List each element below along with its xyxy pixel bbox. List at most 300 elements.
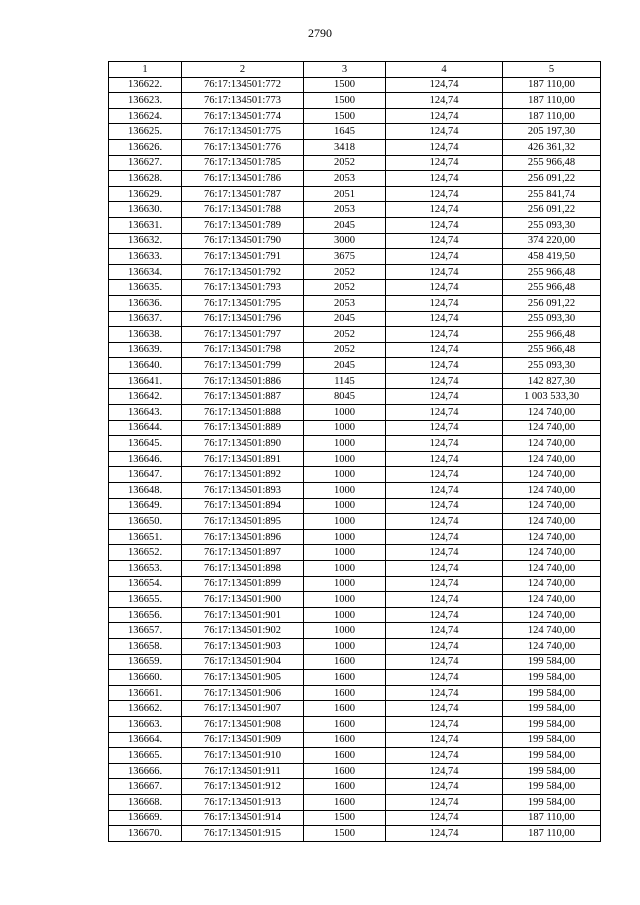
area-cell: 1000 <box>304 638 386 654</box>
value-cell: 187 110,00 <box>503 108 601 124</box>
row-number-cell: 136643. <box>109 405 182 421</box>
rate-cell: 124,74 <box>386 420 503 436</box>
area-cell: 1000 <box>304 451 386 467</box>
row-number-cell: 136653. <box>109 561 182 577</box>
value-cell: 187 110,00 <box>503 93 601 109</box>
cadastral-number-cell: 76:17:134501:789 <box>182 217 304 233</box>
rate-cell: 124,74 <box>386 638 503 654</box>
table-row <box>109 763 601 779</box>
column-header-2: 2 <box>182 62 304 78</box>
cadastral-number-cell: 76:17:134501:795 <box>182 295 304 311</box>
rate-cell: 124,74 <box>386 748 503 764</box>
rate-cell: 124,74 <box>386 592 503 608</box>
table-row <box>109 794 601 810</box>
value-cell: 255 966,48 <box>503 280 601 296</box>
table-row <box>109 249 601 265</box>
value-cell: 458 419,50 <box>503 249 601 265</box>
cadastral-number-cell: 76:17:134501:785 <box>182 155 304 171</box>
table-row <box>109 670 601 686</box>
area-cell: 1645 <box>304 124 386 140</box>
table-row <box>109 124 601 140</box>
table-row <box>109 420 601 436</box>
table-row <box>109 561 601 577</box>
rate-cell: 124,74 <box>386 93 503 109</box>
cadastral-number-cell: 76:17:134501:787 <box>182 186 304 202</box>
rate-cell: 124,74 <box>386 514 503 530</box>
value-cell: 124 740,00 <box>503 561 601 577</box>
table-row <box>109 607 601 623</box>
area-cell: 1000 <box>304 607 386 623</box>
value-cell: 199 584,00 <box>503 732 601 748</box>
rate-cell: 124,74 <box>386 576 503 592</box>
rate-cell: 124,74 <box>386 670 503 686</box>
table-row <box>109 514 601 530</box>
row-number-cell: 136649. <box>109 498 182 514</box>
row-number-cell: 136638. <box>109 327 182 343</box>
row-number-cell: 136654. <box>109 576 182 592</box>
cadastral-number-cell: 76:17:134501:786 <box>182 171 304 187</box>
cadastral-number-cell: 76:17:134501:799 <box>182 358 304 374</box>
rate-cell: 124,74 <box>386 545 503 561</box>
area-cell: 1000 <box>304 592 386 608</box>
value-cell: 124 740,00 <box>503 623 601 639</box>
area-cell: 1600 <box>304 763 386 779</box>
area-cell: 8045 <box>304 389 386 405</box>
cadastral-number-cell: 76:17:134501:773 <box>182 93 304 109</box>
table-row <box>109 311 601 327</box>
cadastral-number-cell: 76:17:134501:911 <box>182 763 304 779</box>
table-row <box>109 373 601 389</box>
area-cell: 2045 <box>304 358 386 374</box>
row-number-cell: 136660. <box>109 670 182 686</box>
cadastral-number-cell: 76:17:134501:774 <box>182 108 304 124</box>
area-cell: 1500 <box>304 810 386 826</box>
row-number-cell: 136625. <box>109 124 182 140</box>
cadastral-number-cell: 76:17:134501:772 <box>182 77 304 93</box>
rate-cell: 124,74 <box>386 171 503 187</box>
area-cell: 2052 <box>304 327 386 343</box>
table-body <box>109 77 601 841</box>
cadastral-number-cell: 76:17:134501:900 <box>182 592 304 608</box>
value-cell: 374 220,00 <box>503 233 601 249</box>
area-cell: 1000 <box>304 545 386 561</box>
area-cell: 1600 <box>304 685 386 701</box>
row-number-cell: 136630. <box>109 202 182 218</box>
cadastral-number-cell: 76:17:134501:901 <box>182 607 304 623</box>
row-number-cell: 136647. <box>109 467 182 483</box>
table-row <box>109 77 601 93</box>
value-cell: 256 091,22 <box>503 171 601 187</box>
value-cell: 124 740,00 <box>503 529 601 545</box>
value-cell: 199 584,00 <box>503 685 601 701</box>
area-cell: 2053 <box>304 295 386 311</box>
rate-cell: 124,74 <box>386 467 503 483</box>
row-number-cell: 136648. <box>109 483 182 499</box>
table-row <box>109 280 601 296</box>
table-row <box>109 638 601 654</box>
row-number-cell: 136627. <box>109 155 182 171</box>
area-cell: 1600 <box>304 670 386 686</box>
cadastral-number-cell: 76:17:134501:895 <box>182 514 304 530</box>
area-cell: 1000 <box>304 514 386 530</box>
value-cell: 256 091,22 <box>503 202 601 218</box>
area-cell: 1500 <box>304 77 386 93</box>
area-cell: 1000 <box>304 436 386 452</box>
area-cell: 1000 <box>304 623 386 639</box>
table-row <box>109 483 601 499</box>
rate-cell: 124,74 <box>386 483 503 499</box>
table-row <box>109 108 601 124</box>
cadastral-number-cell: 76:17:134501:898 <box>182 561 304 577</box>
rate-cell: 124,74 <box>386 794 503 810</box>
table-row <box>109 264 601 280</box>
row-number-cell: 136646. <box>109 451 182 467</box>
area-cell: 2052 <box>304 264 386 280</box>
value-cell: 124 740,00 <box>503 607 601 623</box>
rate-cell: 124,74 <box>386 701 503 717</box>
value-cell: 199 584,00 <box>503 748 601 764</box>
rate-cell: 124,74 <box>386 763 503 779</box>
rate-cell: 124,74 <box>386 779 503 795</box>
value-cell: 255 966,48 <box>503 327 601 343</box>
table-row <box>109 451 601 467</box>
table-row <box>109 171 601 187</box>
page-number: 2790 <box>308 26 332 40</box>
cadastral-number-cell: 76:17:134501:907 <box>182 701 304 717</box>
row-number-cell: 136631. <box>109 217 182 233</box>
value-cell: 124 740,00 <box>503 420 601 436</box>
table-row <box>109 810 601 826</box>
rate-cell: 124,74 <box>386 732 503 748</box>
rate-cell: 124,74 <box>386 654 503 670</box>
cadastral-number-cell: 76:17:134501:894 <box>182 498 304 514</box>
rate-cell: 124,74 <box>386 561 503 577</box>
cadastral-number-cell: 76:17:134501:889 <box>182 420 304 436</box>
cadastral-number-cell: 76:17:134501:910 <box>182 748 304 764</box>
table-row <box>109 217 601 233</box>
value-cell: 199 584,00 <box>503 794 601 810</box>
area-cell: 2052 <box>304 280 386 296</box>
table-row <box>109 529 601 545</box>
value-cell: 199 584,00 <box>503 701 601 717</box>
rate-cell: 124,74 <box>386 280 503 296</box>
value-cell: 124 740,00 <box>503 498 601 514</box>
area-cell: 1145 <box>304 373 386 389</box>
table-row <box>109 654 601 670</box>
value-cell: 255 966,48 <box>503 342 601 358</box>
area-cell: 3418 <box>304 139 386 155</box>
table-row <box>109 716 601 732</box>
cadastral-number-cell: 76:17:134501:792 <box>182 264 304 280</box>
table-row <box>109 327 601 343</box>
area-cell: 1000 <box>304 420 386 436</box>
rate-cell: 124,74 <box>386 716 503 732</box>
value-cell: 255 093,30 <box>503 217 601 233</box>
table-row <box>109 295 601 311</box>
rate-cell: 124,74 <box>386 124 503 140</box>
table-row <box>109 389 601 405</box>
value-cell: 124 740,00 <box>503 467 601 483</box>
rate-cell: 124,74 <box>386 623 503 639</box>
area-cell: 2045 <box>304 311 386 327</box>
rate-cell: 124,74 <box>386 155 503 171</box>
cadastral-number-cell: 76:17:134501:909 <box>182 732 304 748</box>
row-number-cell: 136659. <box>109 654 182 670</box>
rate-cell: 124,74 <box>386 451 503 467</box>
value-cell: 199 584,00 <box>503 670 601 686</box>
value-cell: 124 740,00 <box>503 405 601 421</box>
rate-cell: 124,74 <box>386 264 503 280</box>
table-row <box>109 748 601 764</box>
row-number-cell: 136635. <box>109 280 182 296</box>
value-cell: 187 110,00 <box>503 826 601 842</box>
area-cell: 1600 <box>304 748 386 764</box>
table-row <box>109 436 601 452</box>
cadastral-number-cell: 76:17:134501:915 <box>182 826 304 842</box>
table-row <box>109 623 601 639</box>
row-number-cell: 136624. <box>109 108 182 124</box>
cadastral-number-cell: 76:17:134501:887 <box>182 389 304 405</box>
area-cell: 2053 <box>304 202 386 218</box>
rate-cell: 124,74 <box>386 108 503 124</box>
row-number-cell: 136633. <box>109 249 182 265</box>
table-row <box>109 186 601 202</box>
value-cell: 124 740,00 <box>503 451 601 467</box>
row-number-cell: 136658. <box>109 638 182 654</box>
value-cell: 255 093,30 <box>503 358 601 374</box>
table-row <box>109 342 601 358</box>
value-cell: 255 966,48 <box>503 155 601 171</box>
value-cell: 199 584,00 <box>503 779 601 795</box>
row-number-cell: 136670. <box>109 826 182 842</box>
row-number-cell: 136662. <box>109 701 182 717</box>
area-cell: 1600 <box>304 732 386 748</box>
cadastral-number-cell: 76:17:134501:888 <box>182 405 304 421</box>
table-header-row <box>109 62 601 78</box>
value-cell: 1 003 533,30 <box>503 389 601 405</box>
column-header-3: 3 <box>304 62 386 78</box>
row-number-cell: 136623. <box>109 93 182 109</box>
row-number-cell: 136668. <box>109 794 182 810</box>
row-number-cell: 136639. <box>109 342 182 358</box>
table-row <box>109 576 601 592</box>
cadastral-number-cell: 76:17:134501:905 <box>182 670 304 686</box>
rate-cell: 124,74 <box>386 498 503 514</box>
rate-cell: 124,74 <box>386 389 503 405</box>
value-cell: 199 584,00 <box>503 716 601 732</box>
row-number-cell: 136651. <box>109 529 182 545</box>
cadastral-number-cell: 76:17:134501:886 <box>182 373 304 389</box>
value-cell: 187 110,00 <box>503 77 601 93</box>
area-cell: 1600 <box>304 701 386 717</box>
rate-cell: 124,74 <box>386 685 503 701</box>
area-cell: 2052 <box>304 342 386 358</box>
cadastral-number-cell: 76:17:134501:893 <box>182 483 304 499</box>
cadastral-number-cell: 76:17:134501:912 <box>182 779 304 795</box>
area-cell: 2053 <box>304 171 386 187</box>
cadastral-number-cell: 76:17:134501:903 <box>182 638 304 654</box>
row-number-cell: 136664. <box>109 732 182 748</box>
row-number-cell: 136632. <box>109 233 182 249</box>
rate-cell: 124,74 <box>386 217 503 233</box>
row-number-cell: 136661. <box>109 685 182 701</box>
rate-cell: 124,74 <box>386 139 503 155</box>
rate-cell: 124,74 <box>386 529 503 545</box>
rate-cell: 124,74 <box>386 202 503 218</box>
row-number-cell: 136626. <box>109 139 182 155</box>
row-number-cell: 136666. <box>109 763 182 779</box>
data-table <box>108 61 601 842</box>
area-cell: 1600 <box>304 779 386 795</box>
cadastral-number-cell: 76:17:134501:775 <box>182 124 304 140</box>
rate-cell: 124,74 <box>386 311 503 327</box>
cadastral-number-cell: 76:17:134501:899 <box>182 576 304 592</box>
rate-cell: 124,74 <box>386 342 503 358</box>
rate-cell: 124,74 <box>386 249 503 265</box>
rate-cell: 124,74 <box>386 295 503 311</box>
area-cell: 1000 <box>304 405 386 421</box>
cadastral-number-cell: 76:17:134501:891 <box>182 451 304 467</box>
area-cell: 2052 <box>304 155 386 171</box>
value-cell: 142 827,30 <box>503 373 601 389</box>
row-number-cell: 136669. <box>109 810 182 826</box>
column-header-5: 5 <box>503 62 601 78</box>
table-row <box>109 358 601 374</box>
column-header-1: 1 <box>109 62 182 78</box>
cadastral-number-cell: 76:17:134501:908 <box>182 716 304 732</box>
table-row <box>109 592 601 608</box>
rate-cell: 124,74 <box>386 607 503 623</box>
table-row <box>109 779 601 795</box>
rate-cell: 124,74 <box>386 436 503 452</box>
area-cell: 1000 <box>304 483 386 499</box>
cadastral-number-cell: 76:17:134501:914 <box>182 810 304 826</box>
rate-cell: 124,74 <box>386 373 503 389</box>
column-header-4: 4 <box>386 62 503 78</box>
table-row <box>109 93 601 109</box>
cadastral-number-cell: 76:17:134501:791 <box>182 249 304 265</box>
rate-cell: 124,74 <box>386 233 503 249</box>
row-number-cell: 136667. <box>109 779 182 795</box>
row-number-cell: 136665. <box>109 748 182 764</box>
row-number-cell: 136636. <box>109 295 182 311</box>
rate-cell: 124,74 <box>386 405 503 421</box>
cadastral-number-cell: 76:17:134501:788 <box>182 202 304 218</box>
area-cell: 1000 <box>304 467 386 483</box>
value-cell: 255 093,30 <box>503 311 601 327</box>
table-row <box>109 233 601 249</box>
row-number-cell: 136655. <box>109 592 182 608</box>
value-cell: 124 740,00 <box>503 576 601 592</box>
row-number-cell: 136641. <box>109 373 182 389</box>
row-number-cell: 136642. <box>109 389 182 405</box>
table-row <box>109 405 601 421</box>
value-cell: 124 740,00 <box>503 592 601 608</box>
area-cell: 1000 <box>304 498 386 514</box>
table-row <box>109 685 601 701</box>
value-cell: 255 966,48 <box>503 264 601 280</box>
area-cell: 1600 <box>304 794 386 810</box>
table-row <box>109 826 601 842</box>
table-row <box>109 545 601 561</box>
row-number-cell: 136650. <box>109 514 182 530</box>
table-row <box>109 202 601 218</box>
cadastral-number-cell: 76:17:134501:890 <box>182 436 304 452</box>
rate-cell: 124,74 <box>386 358 503 374</box>
area-cell: 1500 <box>304 826 386 842</box>
value-cell: 124 740,00 <box>503 545 601 561</box>
row-number-cell: 136622. <box>109 77 182 93</box>
value-cell: 124 740,00 <box>503 436 601 452</box>
area-cell: 1600 <box>304 654 386 670</box>
cadastral-number-cell: 76:17:134501:904 <box>182 654 304 670</box>
area-cell: 1000 <box>304 576 386 592</box>
area-cell: 2045 <box>304 217 386 233</box>
row-number-cell: 136644. <box>109 420 182 436</box>
rate-cell: 124,74 <box>386 826 503 842</box>
rate-cell: 124,74 <box>386 186 503 202</box>
area-cell: 3000 <box>304 233 386 249</box>
row-number-cell: 136663. <box>109 716 182 732</box>
rate-cell: 124,74 <box>386 810 503 826</box>
cadastral-number-cell: 76:17:134501:798 <box>182 342 304 358</box>
area-cell: 1000 <box>304 529 386 545</box>
cadastral-number-cell: 76:17:134501:906 <box>182 685 304 701</box>
cadastral-number-cell: 76:17:134501:776 <box>182 139 304 155</box>
row-number-cell: 136657. <box>109 623 182 639</box>
cadastral-number-cell: 76:17:134501:797 <box>182 327 304 343</box>
value-cell: 255 841,74 <box>503 186 601 202</box>
value-cell: 124 740,00 <box>503 514 601 530</box>
cadastral-number-cell: 76:17:134501:897 <box>182 545 304 561</box>
row-number-cell: 136656. <box>109 607 182 623</box>
value-cell: 426 361,32 <box>503 139 601 155</box>
table-row <box>109 467 601 483</box>
cadastral-number-cell: 76:17:134501:790 <box>182 233 304 249</box>
table-row <box>109 498 601 514</box>
rate-cell: 124,74 <box>386 327 503 343</box>
row-number-cell: 136645. <box>109 436 182 452</box>
table-row <box>109 732 601 748</box>
row-number-cell: 136629. <box>109 186 182 202</box>
row-number-cell: 136637. <box>109 311 182 327</box>
table-row <box>109 155 601 171</box>
row-number-cell: 136640. <box>109 358 182 374</box>
value-cell: 124 740,00 <box>503 483 601 499</box>
row-number-cell: 136628. <box>109 171 182 187</box>
table-row <box>109 139 601 155</box>
value-cell: 187 110,00 <box>503 810 601 826</box>
area-cell: 1500 <box>304 93 386 109</box>
area-cell: 1500 <box>304 108 386 124</box>
cadastral-number-cell: 76:17:134501:796 <box>182 311 304 327</box>
cadastral-number-cell: 76:17:134501:896 <box>182 529 304 545</box>
cadastral-number-cell: 76:17:134501:902 <box>182 623 304 639</box>
area-cell: 1600 <box>304 716 386 732</box>
value-cell: 199 584,00 <box>503 763 601 779</box>
cadastral-number-cell: 76:17:134501:793 <box>182 280 304 296</box>
area-cell: 1000 <box>304 561 386 577</box>
row-number-cell: 136652. <box>109 545 182 561</box>
rate-cell: 124,74 <box>386 77 503 93</box>
cadastral-number-cell: 76:17:134501:892 <box>182 467 304 483</box>
cadastral-number-cell: 76:17:134501:913 <box>182 794 304 810</box>
area-cell: 3675 <box>304 249 386 265</box>
value-cell: 124 740,00 <box>503 638 601 654</box>
value-cell: 205 197,30 <box>503 124 601 140</box>
value-cell: 256 091,22 <box>503 295 601 311</box>
table-row <box>109 701 601 717</box>
